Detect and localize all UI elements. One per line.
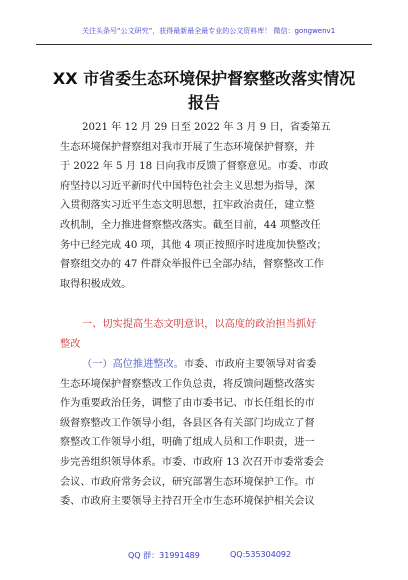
footer-qq-group: QQ 群：31991489 [128,551,200,560]
paragraph-line: 生态环境保护督察组对我市开展了生态环境保护督察，并 [60,141,315,153]
paragraph-line: 取得积极成效。 [60,278,132,290]
document-title-line-1: XX 市省委生态环境保护督察整改落实情况 [52,69,356,88]
paragraph-line: 2021 年 12 月 29 日至 2022 年 3 月 9 日，省委第五 [82,122,331,133]
section-heading-1 [60,315,352,354]
paragraph-line: 入贯彻落实习近平生态文明思想，扛牢政治责任，建立整 [60,200,315,212]
paragraph-1 [60,118,352,294]
paragraph-line: 察整改工作领导小组，明确了组成人员和工作职责，进一 [60,437,315,449]
page-header [36,20,372,45]
paragraph-text: 市委、市政府主要领导对省委 [183,359,317,370]
subheading-label: （一）高位推进整改。 [82,359,184,370]
paragraph-line: 会议、市政府常务会议，研究部署生态环境保护工作。市 [60,476,315,488]
paragraph-line [60,355,352,375]
heading-line: 整改 [60,338,81,350]
header-banner: 关注头条号“公文研究”，获得最新最全最专业的公文资料库！ 微信：gongwenv1 [82,27,336,35]
paragraph-line: 督察组交办的 47 件群众举报件已全部办结，督察整改工作 [60,259,324,271]
heading-line: 一、切实提高生态文明意识，以高度的政治担当抓好 [82,319,317,330]
paragraph-line: 生态环境保护督察整改工作负总责，将反馈问题整改落实 [60,378,315,390]
paragraph-line: 委、市政府主要领导主持召开全市生态环境保护相关会议 [60,496,315,508]
footer-qq: QQ:535304092 [230,550,292,559]
paragraph-line: 作为重要政治任务，调整了由市委书记、市长任组长的市 [60,398,315,410]
paragraph-line: 于 2022 年 5 月 18 日向我市反馈了督察意见。市委、市政 [60,161,329,173]
paragraph-line: 步完善组织领导体系。市委、市政府 13 次召开市委常委会 [60,456,324,468]
paragraph-2 [60,355,352,512]
paragraph-line: 府坚持以习近平新时代中国特色社会主义思想为指导，深 [60,180,315,192]
document-title-line-2: 报告 [187,93,220,112]
paragraph-line: 改机制，全力推进督察整改落实。截至目前，44 项整改任 [60,219,321,231]
paragraph-line: 级督察整改工作领导小组，各县区各有关部门均成立了督 [60,417,315,429]
paragraph-line: 务中已经完成 40 项，其他 4 项正按照序时进度加快整改； [60,239,327,251]
